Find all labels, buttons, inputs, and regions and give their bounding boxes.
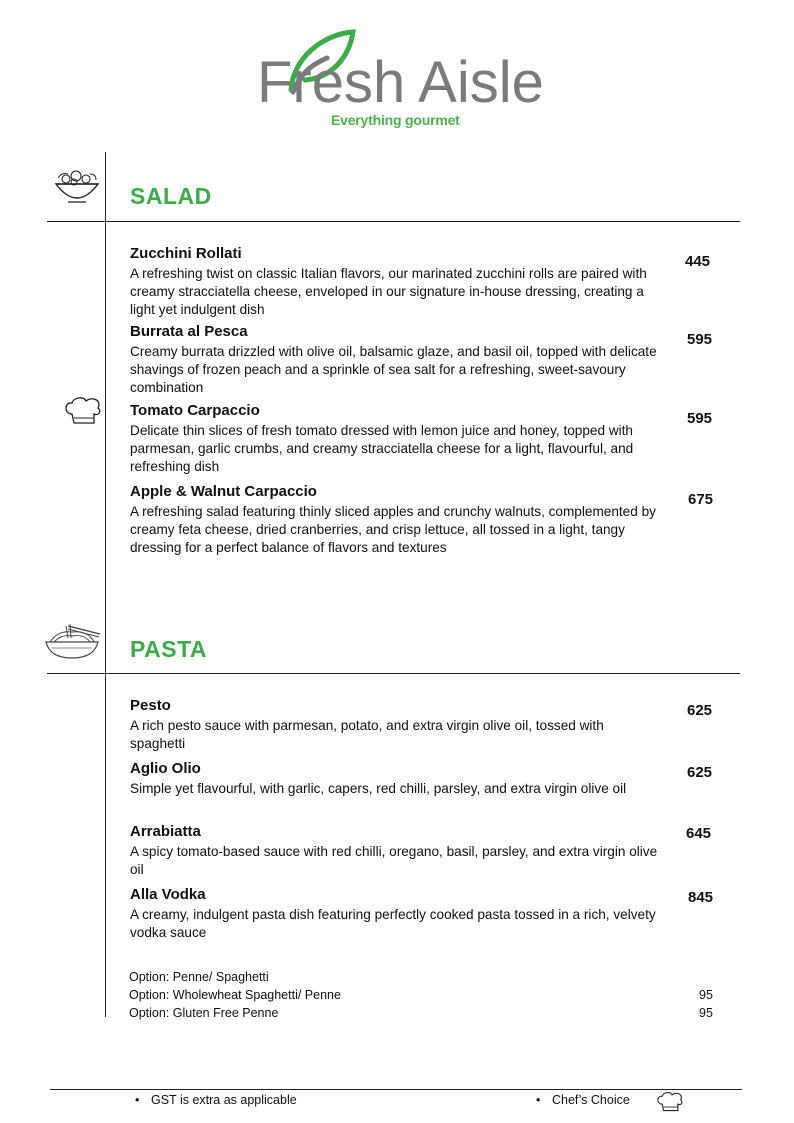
menu-item: [130, 886, 690, 942]
menu-item: [130, 823, 690, 879]
item-description: Creamy burrata drizzled with olive oil, balsamic glaze, and basil oil, topped with delicate shavings of frozen peach and a sprinkle of sea salt for a refreshing, sweet-savoury combination: [130, 344, 657, 395]
menu-item: [130, 402, 690, 476]
pasta-bowl-icon: [44, 620, 102, 660]
footer-divider: [50, 1089, 742, 1090]
pasta-option: Option: Gluten Free Penne: [129, 1006, 279, 1020]
item-name: Aglio Olio: [130, 760, 201, 777]
footer-note-text: GST is extra as applicable: [151, 1093, 297, 1107]
item-description: Delicate thin slices of fresh tomato dressed with lemon juice and honey, topped with parmesan, garlic crumbs, and creamy stracciatella cheese for a light, flavourful, and refreshing dish: [130, 423, 634, 474]
menu-item: [130, 323, 690, 397]
brand-tagline: Everything gourmet: [331, 112, 460, 128]
item-price: 595: [687, 410, 713, 427]
item-name: Apple & Walnut Carpaccio: [130, 483, 317, 500]
menu-item: [130, 760, 690, 798]
menu-item: [130, 697, 690, 753]
item-description: A spicy tomato-based sauce with red chilli, oregano, basil, parsley, and extra virgin olive oil: [130, 844, 658, 877]
pasta-option-price: 95: [699, 1006, 713, 1020]
salad-bowl-icon: [52, 168, 102, 208]
item-name: Alla Vodka: [130, 886, 206, 903]
item-price: 625: [687, 702, 713, 719]
item-price: 675: [688, 491, 714, 508]
section-divider-salad: [47, 221, 740, 222]
brand-name: Fresh Aisle: [257, 50, 544, 115]
item-price: 595: [687, 331, 713, 348]
pasta-option-price: 95: [699, 988, 713, 1002]
menu-item: [130, 483, 690, 557]
menu-item: [130, 245, 690, 319]
bullet: •: [536, 1093, 541, 1107]
section-divider-vertical-salad: [105, 152, 106, 622]
footer-note-gst: [135, 1093, 297, 1107]
item-price: 625: [687, 764, 713, 781]
item-name: Burrata al Pesca: [130, 323, 248, 340]
item-description: A rich pesto sauce with parmesan, potato, and extra virgin olive oil, tossed with spaghetti: [130, 718, 604, 751]
item-name: Pesto: [130, 697, 171, 714]
item-description: Simple yet flavourful, with garlic, capers, red chilli, parsley, and extra virgin olive oil: [130, 781, 627, 796]
item-name: Zucchini Rollati: [130, 245, 242, 262]
item-description: A refreshing twist on classic Italian flavors, our marinated zucchini rolls are paired with creamy stracciatella cheese, enveloped in our signature in-house dressing, creating a light yet indulgent dish: [130, 266, 647, 317]
brand-logo: [255, 28, 545, 133]
bullet: •: [135, 1093, 140, 1107]
pasta-option: Option: Penne/ Spaghetti: [129, 970, 269, 984]
section-divider-pasta: [47, 673, 740, 674]
chef-hat-icon: [655, 1090, 685, 1114]
item-name: Tomato Carpaccio: [130, 402, 260, 419]
item-price: 445: [685, 253, 711, 270]
section-divider-vertical-pasta: [105, 622, 106, 1017]
item-description: A creamy, indulgent pasta dish featuring perfectly cooked pasta tossed in a rich, velvety vodka sauce: [130, 907, 656, 940]
item-price: 845: [688, 889, 714, 906]
footer-note-text: Chef’s Choice: [552, 1093, 630, 1107]
section-title-salad: SALAD: [130, 183, 212, 209]
item-description: A refreshing salad featuring thinly sliced apples and crunchy walnuts, complemented by creamy feta cheese, dried cranberries, and crisp lettuce, all tossed in a light, tangy dressing for a perfect balance of flavors and textures: [130, 504, 656, 555]
item-name: Arrabiatta: [130, 823, 201, 840]
pasta-option: Option: Wholewheat Spaghetti/ Penne: [129, 988, 341, 1002]
section-title-pasta: PASTA: [130, 636, 208, 662]
chef-hat-icon: [62, 396, 104, 426]
footer-note-chefs-choice: [536, 1093, 630, 1107]
item-price: 645: [686, 825, 712, 842]
